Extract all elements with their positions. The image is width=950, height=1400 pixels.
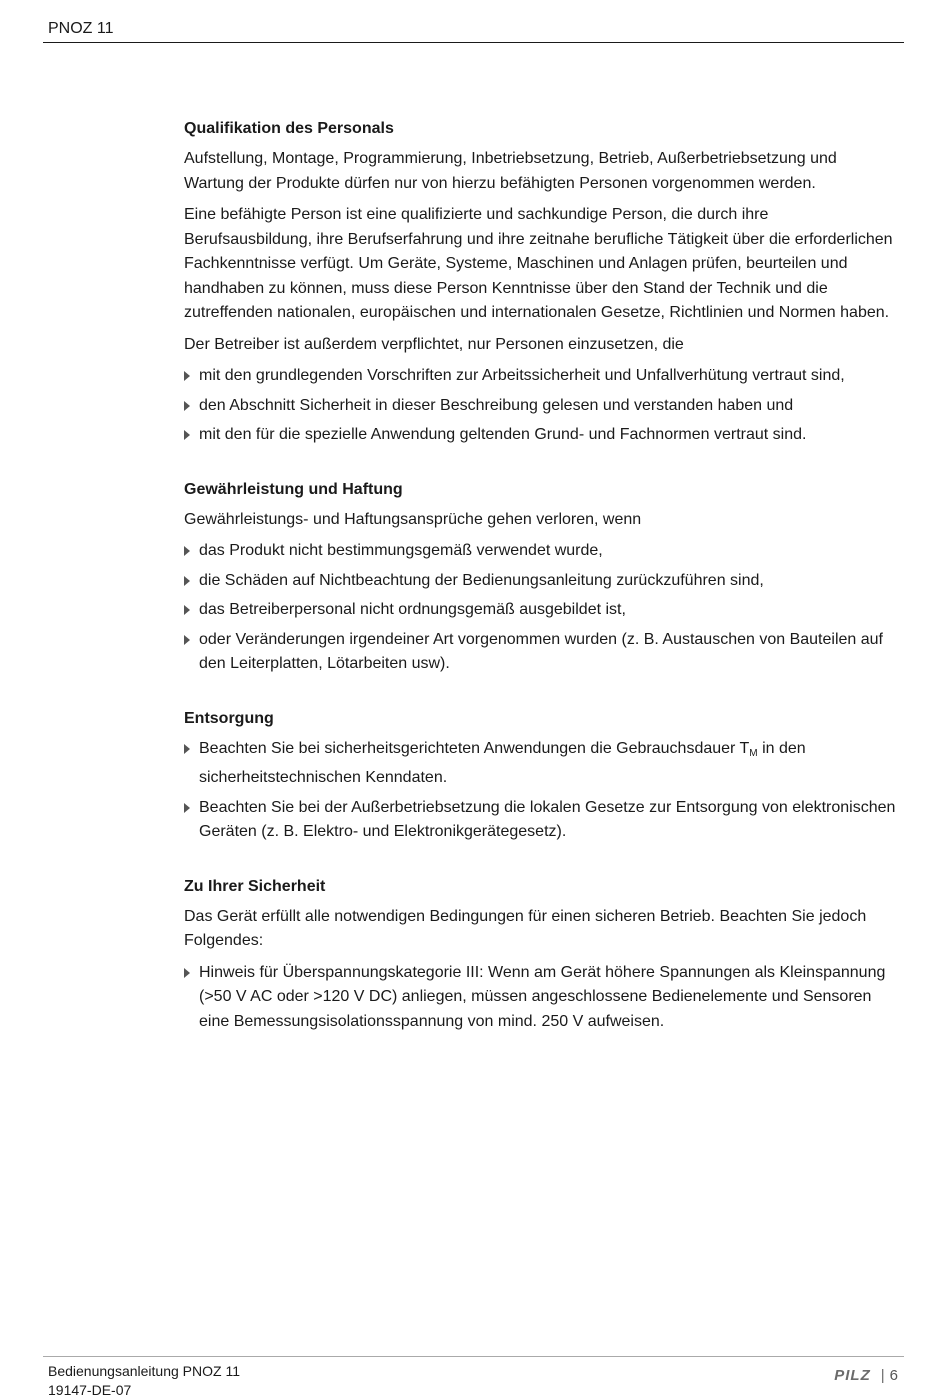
- list-item-text: Beachten Sie bei der Außerbetriebsetzung die lokalen Gesetze zur Entsorgung von elektronischen Geräten (z. B. Elektro- und Elektronikgerätegesetz).: [199, 798, 896, 840]
- list-item-text: Hinweis für Überspannungskategorie III: Wenn am Gerät höhere Spannungen als Kleinspannung (>50 V AC oder >120 V DC) anliegen, müssen angeschlossene Bedienelemente und Sensoren eine Bemessungsisolationsspannung von mind. 250 V aufweisen.: [199, 963, 886, 1030]
- list-item: [184, 737, 900, 791]
- list-item-text: das Produkt nicht bestimmungsgemäß verwendet wurde,: [199, 542, 603, 559]
- footer-divider: [43, 1356, 904, 1357]
- footer-doc-number: 19147-DE-07: [48, 1382, 132, 1398]
- list-item-text: mit den grundlegenden Vorschriften zur Arbeitssicherheit und Unfallverhütung vertraut sind,: [199, 367, 845, 384]
- list-item-text: den Abschnitt Sicherheit in dieser Beschreibung gelesen und verstanden haben und: [199, 396, 794, 414]
- list-item: [184, 569, 900, 594]
- list-item-text: das Betreiberpersonal nicht ordnungsgemäß ausgebildet ist,: [199, 601, 626, 618]
- list-item-text: in den sicherheitstechnischen Kenndaten.: [199, 739, 806, 786]
- section-heading: Entsorgung: [184, 709, 274, 727]
- page-number: 6: [889, 1367, 898, 1384]
- footer-brand: [834, 1367, 898, 1384]
- page-header-title: PNOZ 11: [48, 20, 114, 37]
- triangle-bullet-icon: [184, 546, 190, 556]
- bullet-list: [184, 364, 900, 448]
- paragraph: Das Gerät erfüllt alle notwendigen Bedingungen für einen sicheren Betrieb. Beachten Sie jedoch Folgendes:: [184, 907, 867, 949]
- triangle-bullet-icon: [184, 401, 190, 411]
- list-item: [184, 539, 900, 564]
- paragraph: Eine befähigte Person ist eine qualifizierte und sachkundige Person, die durch ihre Berufsausbildung, ihre Berufserfahrung und ihre zeitnahe berufliche Tätigkeit über die erforderlichen Fachkenntnisse verfügt. Um Geräte, Systeme, Maschinen und Anlagen prüfen, beurteilen und handhaben zu können, muss diese Person Kenntnisse über den Stand der Technik und die zutreffenden nationalen, europäischen und internationalen Gesetze, Richtlinien und Normen haben.: [184, 206, 893, 321]
- section-heading: Gewährleistung und Haftung: [184, 480, 403, 498]
- paragraph: Aufstellung, Montage, Programmierung, Inbetriebsetzung, Betrieb, Außerbetriebsetzung und Wartung der Produkte dürfen nur von hierzu befähigten Personen vorgenommen werden.: [184, 150, 837, 192]
- pilz-logo: PILZ: [834, 1367, 871, 1384]
- triangle-bullet-icon: [184, 605, 190, 615]
- list-item: [184, 628, 900, 677]
- footer-info: [48, 1362, 240, 1400]
- bullet-list: [184, 737, 900, 845]
- paragraph: Gewährleistungs- und Haftungsansprüche gehen verloren, wenn: [184, 510, 642, 528]
- subscript-m: M: [749, 747, 758, 759]
- bullet-list: [184, 539, 900, 677]
- main-content: [184, 117, 900, 1039]
- list-item: [184, 423, 900, 448]
- paragraph: Der Betreiber ist außerdem verpflichtet, nur Personen einzusetzen, die: [184, 335, 684, 353]
- footer-manual-title: Bedienungsanleitung PNOZ 11: [48, 1363, 240, 1379]
- list-item-text: Beachten Sie bei sicherheitsgerichteten Anwendungen die Gebrauchsdauer T: [199, 739, 750, 757]
- triangle-bullet-icon: [184, 803, 190, 813]
- section-safety: [184, 875, 900, 1035]
- triangle-bullet-icon: [184, 968, 190, 978]
- list-item: [184, 598, 900, 623]
- list-item-text: die Schäden auf Nichtbeachtung der Bedienungsanleitung zurückzuführen sind,: [199, 571, 764, 589]
- section-warranty: [184, 478, 900, 677]
- triangle-bullet-icon: [184, 371, 190, 381]
- header-divider: [43, 42, 904, 43]
- section-qualification: [184, 117, 900, 448]
- triangle-bullet-icon: [184, 430, 190, 440]
- triangle-bullet-icon: [184, 635, 190, 645]
- list-item: [184, 796, 900, 845]
- list-item-text: mit den für die spezielle Anwendung geltenden Grund- und Fachnormen vertraut sind.: [199, 426, 807, 443]
- triangle-bullet-icon: [184, 744, 190, 754]
- list-item: [184, 961, 900, 1035]
- section-disposal: [184, 707, 900, 845]
- section-heading: Zu Ihrer Sicherheit: [184, 877, 326, 895]
- list-item: [184, 394, 900, 419]
- bullet-list: [184, 961, 900, 1035]
- list-item-text: oder Veränderungen irgendeiner Art vorgenommen wurden (z. B. Austauschen von Bauteilen auf den Leiterplatten, Lötarbeiten usw).: [199, 630, 883, 672]
- page-separator: |: [880, 1367, 885, 1384]
- triangle-bullet-icon: [184, 576, 190, 586]
- list-item: [184, 364, 900, 389]
- section-heading: Qualifikation des Personals: [184, 120, 394, 137]
